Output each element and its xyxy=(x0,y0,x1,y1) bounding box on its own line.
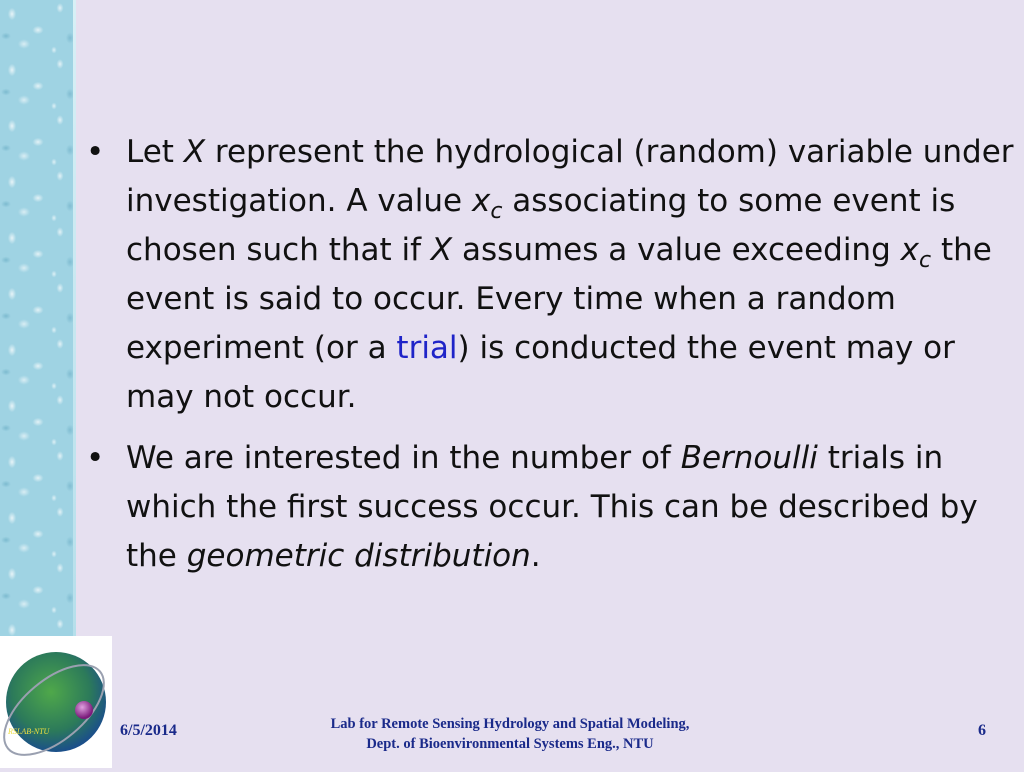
bullet-item-2 xyxy=(86,434,1016,581)
bernoulli-term: Bernoulli xyxy=(680,440,818,476)
variable-X: X xyxy=(430,232,453,268)
bullet1-text-6: ) is conducted the event may or may not occur. xyxy=(126,330,955,415)
bullet-dot-icon: • xyxy=(86,440,105,476)
bullet1-text-3: associating to some event is chosen such that if xyxy=(126,183,956,268)
logo-text: RSLAB-NTU xyxy=(8,727,50,736)
variable-x: x xyxy=(900,232,919,268)
geometric-distribution-term: geometric distribution xyxy=(186,538,531,574)
bullet2-text-2: trials in which the first success occur. This can be described by the xyxy=(126,440,978,574)
slide-number: 6 xyxy=(978,722,986,739)
slide-body xyxy=(86,128,1016,593)
footer-line-2: Dept. of Bioenvironmental Systems Eng., NTU xyxy=(366,736,654,752)
lab-logo-icon xyxy=(0,636,112,768)
subscript-c: c xyxy=(918,248,932,273)
trial-link[interactable]: trial xyxy=(396,330,458,366)
bullet1-text-2: represent the hydrological (random) variable under investigation. A value xyxy=(126,134,1014,219)
bullet1-text-4: assumes a value exceeding xyxy=(452,232,901,268)
water-drops-decorative-bar xyxy=(0,0,76,638)
bullet-dot-icon: • xyxy=(86,134,105,170)
bullet1-text-5: the event is said to occur. Every time when a random experiment (or a xyxy=(126,232,992,366)
footer-lab-name xyxy=(270,714,750,754)
variable-X: X xyxy=(183,134,206,170)
bullet-item-1 xyxy=(86,128,1016,422)
bullet2-text-1: We are interested in the number of xyxy=(126,440,681,476)
subscript-c: c xyxy=(490,199,503,224)
footer-line-1: Lab for Remote Sensing Hydrology and Spatial Modeling, xyxy=(330,716,690,732)
lab-logo xyxy=(0,636,112,768)
footer-date: 6/5/2014 xyxy=(120,722,177,739)
bullet2-text-3: . xyxy=(530,538,541,574)
bullet1-text-1: Let xyxy=(126,134,184,170)
variable-x: x xyxy=(471,183,491,219)
